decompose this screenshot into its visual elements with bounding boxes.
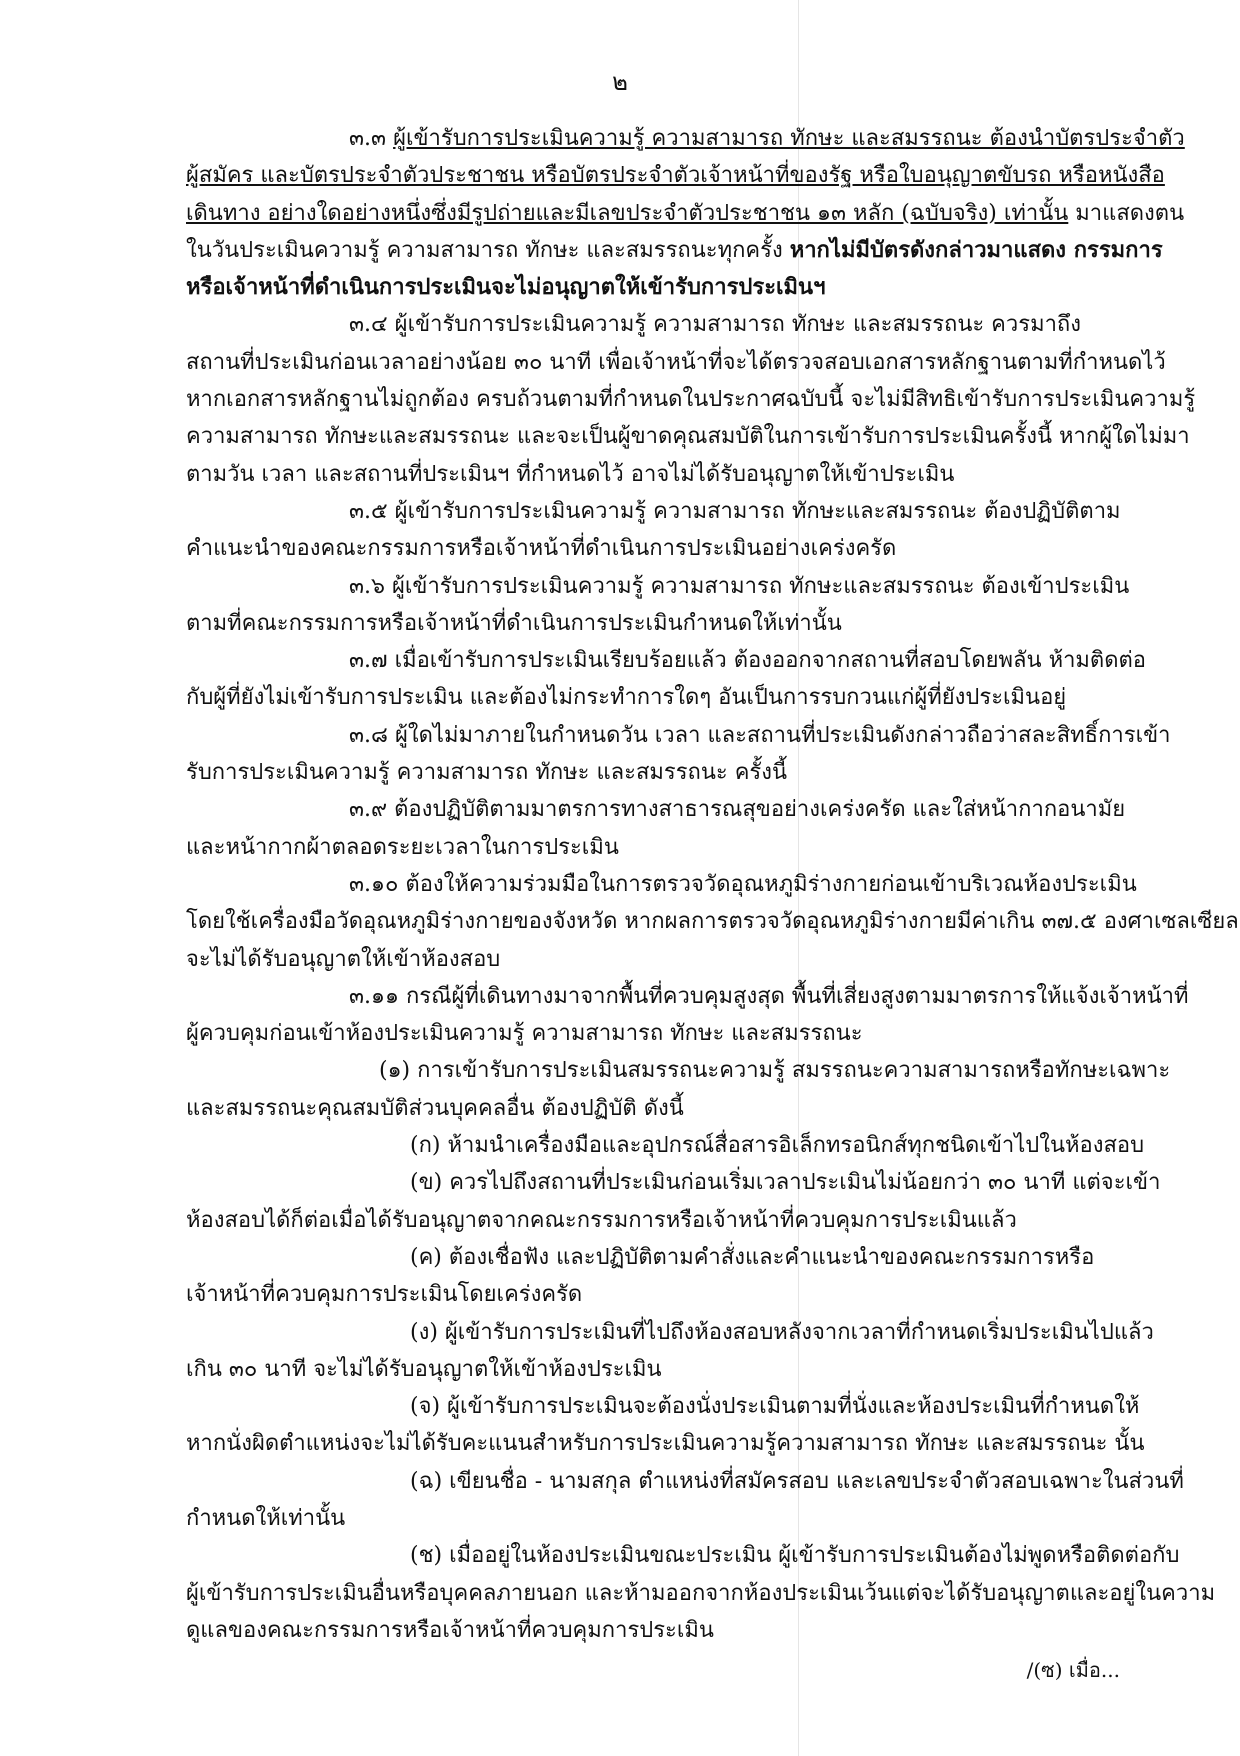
- text-segment: ดูแลของคณะกรรมการหรือเจ้าหน้าที่ควบคุมการประเมิน: [186, 1617, 714, 1643]
- text-line: [186, 306, 1141, 343]
- text-segment: (๑) การเข้ารับการประเมินสมรรถนะความรู้ สมรรถนะความสามารถหรือทักษะเฉพาะ: [379, 1058, 1171, 1084]
- text-segment: เดินทาง อย่างใดอย่างหนึ่งซึ่งมีรูปถ่ายและมีเลขประจำตัวประชาชน ๑๓ หลัก (ฉบับจริง) เท่านั้น: [186, 200, 1069, 226]
- text-line: [186, 829, 1141, 866]
- text-line: [186, 642, 1147, 679]
- text-segment: ห้องสอบได้ก็ต่อเมื่อได้รับอนุญาตจากคณะกรรมการหรือเจ้าหน้าที่ควบคุมการประเมินแล้ว: [186, 1207, 1017, 1233]
- text-line: [186, 903, 1239, 940]
- page-number: ๒: [612, 68, 628, 96]
- text-segment: คำแนะนำของคณะกรรมการหรือเจ้าหน้าที่ดำเนินการประเมินอย่างเคร่งครัด: [186, 536, 897, 562]
- text-line: [186, 269, 1141, 306]
- text-segment: ในวันประเมินความรู้ ความสามารถ ทักษะ และสมรรถนะทุกครั้ง: [186, 237, 790, 263]
- text-segment: (ก) ห้ามนำเครื่องมือและอุปกรณ์สื่อสารอิเล็กทรอนิกส์ทุกชนิดเข้าไปในห้องสอบ: [410, 1133, 1145, 1159]
- text-line: [186, 1127, 1145, 1164]
- text-segment: ๓.๙ ต้องปฏิบัติตามมาตรการทางสาธารณสุขอย่างเคร่งครัด และใส่หน้ากากอนามัย: [349, 797, 1126, 823]
- text-segment: ๓.๑๑ กรณีผู้ที่เดินทางมาจากพื้นที่ควบคุมสูงสุด พื้นที่เสี่ยงสูงตามมาตรการให้แจ้งเจ้าหน้าที่: [349, 983, 1189, 1009]
- text-line: [186, 1052, 1171, 1089]
- text-line: [186, 344, 1166, 381]
- text-line: [186, 381, 1196, 418]
- text-line: [186, 1537, 1180, 1574]
- continuation-marker: /(ซ) เมื่อ...: [1026, 1658, 1120, 1682]
- text-line: [186, 978, 1189, 1015]
- text-line: [186, 1500, 1141, 1537]
- text-segment: (ข) ควรไปถึงสถานที่ประเมินก่อนเริ่มเวลาประเมินไม่น้อยกว่า ๓๐ นาที แต่จะเข้า: [410, 1170, 1161, 1196]
- text-segment: ผู้ควบคุมก่อนเข้าห้องประเมินความรู้ ความสามารถ ทักษะ และสมรรถนะ: [186, 1021, 863, 1047]
- text-segment: หากนั่งผิดตำแหน่งจะไม่ได้รับคะแนนสำหรับการประเมินความรู้ความสามารถ ทักษะ และสมรรถนะ นั้น: [186, 1431, 1145, 1457]
- text-line: [186, 120, 1185, 157]
- text-line: [186, 717, 1171, 754]
- text-line: [186, 866, 1141, 903]
- text-line: [186, 1612, 1141, 1649]
- text-line: [186, 530, 1141, 567]
- text-segment: ผู้สมัคร และบัตรประจำตัวประชาชน หรือบัตรประจำตัวเจ้าหน้าที่ของรัฐ หรือใบอนุญาตขับรถ หรือหนังสือ: [186, 163, 1165, 189]
- text-segment: (จ) ผู้เข้ารับการประเมินจะต้องนั่งประเมินตามที่นั่งและห้องประเมินที่กำหนดให้: [410, 1394, 1140, 1420]
- text-line: [186, 1164, 1161, 1201]
- text-segment: สถานที่ประเมินก่อนเวลาอย่างน้อย ๓๐ นาที เพื่อเจ้าหน้าที่จะได้ตรวจสอบเอกสารหลักฐานตามที่กำหนดไว้: [186, 349, 1166, 375]
- text-line: [186, 456, 1141, 493]
- text-line: [186, 754, 1141, 791]
- text-line: [186, 1015, 1141, 1052]
- text-segment: ๓.๕ ผู้เข้ารับการประเมินความรู้ ความสามารถ ทักษะและสมรรถนะ ต้องปฏิบัติตาม: [349, 498, 1121, 524]
- text-line: [186, 1239, 1141, 1276]
- text-line: [186, 195, 1185, 232]
- text-segment: และหน้ากากผ้าตลอดระยะเวลาในการประเมิน: [186, 834, 619, 860]
- text-segment: เกิน ๓๐ นาที จะไม่ได้รับอนุญาตให้เข้าห้องประเมิน: [186, 1356, 662, 1382]
- text-line: [186, 941, 1141, 978]
- text-segment: เจ้าหน้าที่ควบคุมการประเมินโดยเคร่งครัด: [186, 1282, 583, 1308]
- text-segment: หากไม่มีบัตรดังกล่าวมาแสดง กรรมการ: [789, 236, 1163, 263]
- document-body: [186, 120, 1239, 1649]
- text-line: [186, 1388, 1141, 1425]
- text-segment: ๓.๘ ผู้ใดไม่มาภายในกำหนดวัน เวลา และสถานที่ประเมินดังกล่าวถือว่าสละสิทธิ์การเข้า: [349, 722, 1171, 748]
- text-segment: (ช) เมื่ออยู่ในห้องประเมินขณะประเมิน ผู้เข้ารับการประเมินต้องไม่พูดหรือติดต่อกับ: [410, 1543, 1180, 1569]
- text-segment: ผู้เข้ารับการประเมินความรู้ ความสามารถ ทักษะ และสมรรถนะ ต้องนำบัตรประจำตัว: [393, 126, 1185, 151]
- text-line: [186, 1463, 1184, 1500]
- text-segment: ความสามารถ ทักษะและสมรรถนะ และจะเป็นผู้ขาดคุณสมบัติในการเข้ารับการประเมินครั้งนี้ หากผู้ใดไม่มา: [186, 424, 1190, 450]
- text-line: [186, 1314, 1154, 1351]
- text-line: [186, 605, 1141, 642]
- text-segment: รับการประเมินความรู้ ความสามารถ ทักษะ และสมรรถนะ ครั้งนี้: [186, 760, 788, 786]
- text-line: [186, 232, 1163, 269]
- text-segment: ตามวัน เวลา และสถานที่ประเมินฯ ที่กำหนดไว้ อาจไม่ได้รับอนุญาตให้เข้าประเมิน: [186, 461, 955, 487]
- text-segment: ๓.๑๐ ต้องให้ความร่วมมือในการตรวจวัดอุณหภูมิร่างกายก่อนเข้าบริเวณห้องประเมิน: [349, 871, 1137, 897]
- text-segment: (ค) ต้องเชื่อฟัง และปฏิบัติตามคำสั่งและคำแนะนำของคณะกรรมการหรือ: [410, 1244, 1095, 1270]
- text-segment: ๓.๖ ผู้เข้ารับการประเมินความรู้ ความสามารถ ทักษะและสมรรถนะ ต้องเข้าประเมิน: [349, 573, 1130, 599]
- text-segment: ๓.๔ ผู้เข้ารับการประเมินความรู้ ความสามารถ ทักษะ และสมรรถนะ ควรมาถึง: [349, 312, 1081, 338]
- text-line: [186, 1090, 1141, 1127]
- text-segment: และสมรรถนะคุณสมบัติส่วนบุคคลอื่น ต้องปฏิบัติ ดังนี้: [186, 1095, 684, 1121]
- text-segment: ๓.๗ เมื่อเข้ารับการประเมินเรียบร้อยแล้ว ต้องออกจากสถานที่สอบโดยพลัน ห้ามติดต่อ: [349, 648, 1147, 674]
- text-segment: กำหนดให้เท่านั้น: [186, 1505, 346, 1531]
- text-segment: กับผู้ที่ยังไม่เข้ารับการประเมิน และต้องไม่กระทำการใดๆ อันเป็นการรบกวนแก่ผู้ที่ยังประเมินอยู่: [186, 685, 1067, 711]
- text-line: [186, 679, 1141, 716]
- text-line: [186, 1202, 1141, 1239]
- text-line: [186, 1575, 1216, 1612]
- text-line: [186, 493, 1141, 530]
- text-segment: โดยใช้เครื่องมือวัดอุณหภูมิร่างกายของจังหวัด หากผลการตรวจวัดอุณหภูมิร่างกายมีค่าเกิน ๓๗.๕ องศาเซลเซียล: [186, 909, 1239, 935]
- text-line: [186, 1351, 1141, 1388]
- text-segment: ผู้เข้ารับการประเมินอื่นหรือบุคคลภายนอก และห้ามออกจากห้องประเมินเว้นแต่จะได้รับอนุญาตและอยู่ในความ: [186, 1580, 1216, 1606]
- text-line: [186, 568, 1141, 605]
- text-segment: ๓.๓: [349, 126, 394, 151]
- text-segment: ตามที่คณะกรรมการหรือเจ้าหน้าที่ดำเนินการประเมินกำหนดให้เท่านั้น: [186, 610, 842, 636]
- text-segment: มาแสดงตน: [1068, 200, 1185, 226]
- text-line: [186, 1276, 1141, 1313]
- text-line: [186, 1425, 1145, 1462]
- text-segment: (ฉ) เขียนชื่อ - นามสกุล ตำแหน่งที่สมัครสอบ และเลขประจำตัวสอบเฉพาะในส่วนที่: [410, 1468, 1184, 1494]
- text-segment: จะไม่ได้รับอนุญาตให้เข้าห้องสอบ: [186, 946, 501, 972]
- text-segment: หากเอกสารหลักฐานไม่ถูกต้อง ครบถ้วนตามที่กำหนดในประกาศฉบับนี้ จะไม่มีสิทธิเข้ารับการประเมินความรู้: [186, 387, 1196, 413]
- text-segment: หรือเจ้าหน้าที่ดำเนินการประเมินจะไม่อนุญาตให้เข้ารับการประเมินฯ: [186, 274, 826, 301]
- text-line: [186, 418, 1190, 455]
- text-segment: (ง) ผู้เข้ารับการประเมินที่ไปถึงห้องสอบหลังจากเวลาที่กำหนดเริ่มประเมินไปแล้ว: [410, 1319, 1154, 1345]
- text-line: [186, 157, 1165, 194]
- text-line: [186, 791, 1141, 828]
